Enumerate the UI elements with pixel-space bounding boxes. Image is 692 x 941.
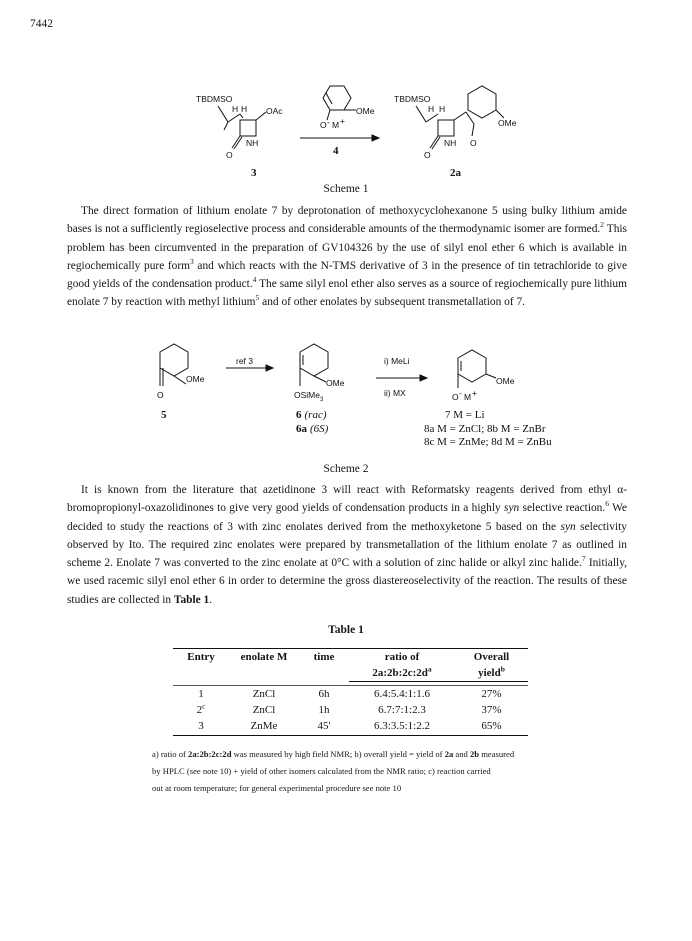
cell-ratio: 6.3:3.5:1:2.2 <box>374 720 430 732</box>
footnote-line-2: by HPLC (see note 10) + yield of other isomers calculated from the NMR ratio; c) reaction carried <box>152 766 491 776</box>
compound-2a-structure <box>394 86 517 179</box>
compound-7-structure <box>452 350 515 402</box>
scheme-2-graphic <box>140 338 560 456</box>
compound-7-label: 7 M = Li <box>445 409 485 421</box>
c6-osi-label: OSiMe$_3$ <box>294 390 324 403</box>
scheme-1-caption: Scheme 1 <box>323 183 369 195</box>
scheme-2-caption: Scheme 2 <box>323 463 369 475</box>
reagent-minus: - <box>327 117 330 127</box>
c6-ome-label: OMe <box>326 378 345 388</box>
c7-plus: + <box>472 388 477 398</box>
svg-text:-: - <box>459 388 462 398</box>
cell-enolate: ZnMe <box>250 720 278 732</box>
cell-time: 6h <box>318 688 330 700</box>
cell-entry: 1 <box>198 688 204 700</box>
pr-tbdmso-label: TBDMSO <box>394 94 431 104</box>
header-entry: Entry <box>187 651 215 663</box>
cell-enolate: ZnCl <box>252 704 276 716</box>
pr-h-label-2: H <box>439 104 446 114</box>
compound-4-label: 4 <box>333 145 339 157</box>
compound-8cd-label: 8c M = ZnMe; 8d M = ZnBu <box>424 436 552 448</box>
reagent-ome-label: OMe <box>356 106 375 116</box>
table-header-row <box>173 649 528 665</box>
c5-ome-label: OMe <box>186 374 205 384</box>
footnote-line-1: a) ratio of 2a:2b:2c:2d was measured by high field NMR; b) overall yield = yield of 2a and 2b measured <box>152 749 515 759</box>
compound-2a-label: 2a <box>450 167 461 179</box>
paragraph-1: The direct formation of lithium enolate 7 by deprotonation of methoxycyclohexanone 5 using bulky lithium amide bases is not a sufficiently regioselective process and considerable amounts of the thermodynamic isomer are formed.$^2$ This problem has been circumvented in the preparation of GV104326 by the use of silyl enol ether 6 which is available in regiochemically pure form$^3$ and which reacts with the N-TMS derivative of 3 in the presence of tin tetrachloride to give good yields of the condensation product.$^4$ The same silyl enol ether also serves as a source of regiochemically pure lithium enolate 7 by reaction with methyl lithium$^5$ and of other enolates by subsequent transmetallation of 7. <box>67 205 627 309</box>
c7-m-label: M <box>464 392 472 402</box>
compound-5-label: 5 <box>161 409 167 421</box>
cell-ratio: 6.4:5.4:1:1.6 <box>374 688 430 700</box>
step2-label: ii) MX <box>384 388 406 398</box>
compound-6-label: 6 (rac) <box>296 409 327 421</box>
cell-enolate: ZnCl <box>252 688 276 700</box>
header-yield: Overall <box>473 651 510 663</box>
header-ratio-sub: $2a:2b:2c:2d^a$ <box>349 665 455 682</box>
header-ratio: ratio of <box>384 651 420 663</box>
table-header-row-2 <box>173 665 528 682</box>
header-yield-sub: yield$^b$ <box>455 665 528 682</box>
ref3-label: ref 3 <box>236 356 254 366</box>
cell-entry: 2$^c$ <box>196 701 206 716</box>
compound-4-structure <box>300 86 379 157</box>
c5-o-label: O <box>157 390 164 400</box>
reagent-o-label: O <box>320 120 327 130</box>
pr-nh-label: NH <box>444 138 457 148</box>
pr-ketone-o-label: O <box>470 138 477 148</box>
page-number: 7442 <box>30 18 53 30</box>
scheme-1-graphic <box>180 80 520 188</box>
pr-carbonyl-o-label: O <box>424 150 431 160</box>
nh-label: NH <box>246 138 259 148</box>
footnote-line-3: out at room temperature; for general experimental procedure see note 10 <box>152 783 402 793</box>
table-row <box>173 686 528 703</box>
carbonyl-o-label: O <box>226 150 233 160</box>
compound-8ab-label: 8a M = ZnCl; 8b M = ZnBr <box>424 423 546 435</box>
table-1-footnotes <box>152 746 622 797</box>
cell-time: 45' <box>317 720 331 732</box>
h-label-1: H <box>232 104 239 114</box>
reagent-m-label: M <box>332 120 340 130</box>
h-label-2: H <box>241 104 248 114</box>
compound-3-label: 3 <box>251 167 257 179</box>
cell-yield: 37% <box>481 704 502 716</box>
tbdmso-label: TBDMSO <box>196 94 233 104</box>
cell-time: 1h <box>318 704 330 716</box>
compound-6-structure <box>294 344 345 435</box>
pr-h-label-1: H <box>428 104 435 114</box>
compound-5-structure <box>157 344 205 421</box>
cell-entry: 3 <box>198 720 204 732</box>
header-enolate: enolate M <box>240 651 288 663</box>
c7-ome-label: OMe <box>496 376 515 386</box>
cell-ratio: 6.7:7:1:2.3 <box>378 704 426 716</box>
table-1-title: Table 1 <box>328 624 364 636</box>
table-row <box>173 702 528 718</box>
oac-label: OAc <box>266 106 283 116</box>
table-row <box>173 718 528 734</box>
compound-6a-label: 6a (6S) <box>296 423 329 435</box>
cell-yield: 65% <box>481 720 502 732</box>
header-time: time <box>313 651 335 663</box>
compound-3-structure <box>196 94 283 179</box>
cell-yield: 27% <box>481 688 502 700</box>
table-1 <box>173 648 528 736</box>
step1-label: i) MeLi <box>384 356 410 366</box>
reagent-plus: + <box>340 116 345 126</box>
paragraph-2: It is known from the literature that azetidinone 3 will react with Reformatsky reagents derived from ethyl α-bromopropionyl-oxazolidinones to give very good yields of condensation products in a highly syn selective reaction.$^6$ We decided to study the reactions of 3 with zinc enolates derived from the methoxyketone 5 based on the syn selectivity observed by Ito. The required zinc enolates were prepared by transmetallation of the lithium enolate 7 as outlined in scheme 2. Enolate 7 was converted to the zinc enolate at 0°C with a solution of zinc halide or alkyl zinc halide.$^7$ Initially, we used racemic silyl enol ether 6 in order to determine the gross diastereoselectivity of the reaction. The results of these studies are collected in Table 1. <box>67 484 627 606</box>
pr-ome-label: OMe <box>498 118 517 128</box>
c7-o-label: O <box>452 392 459 402</box>
